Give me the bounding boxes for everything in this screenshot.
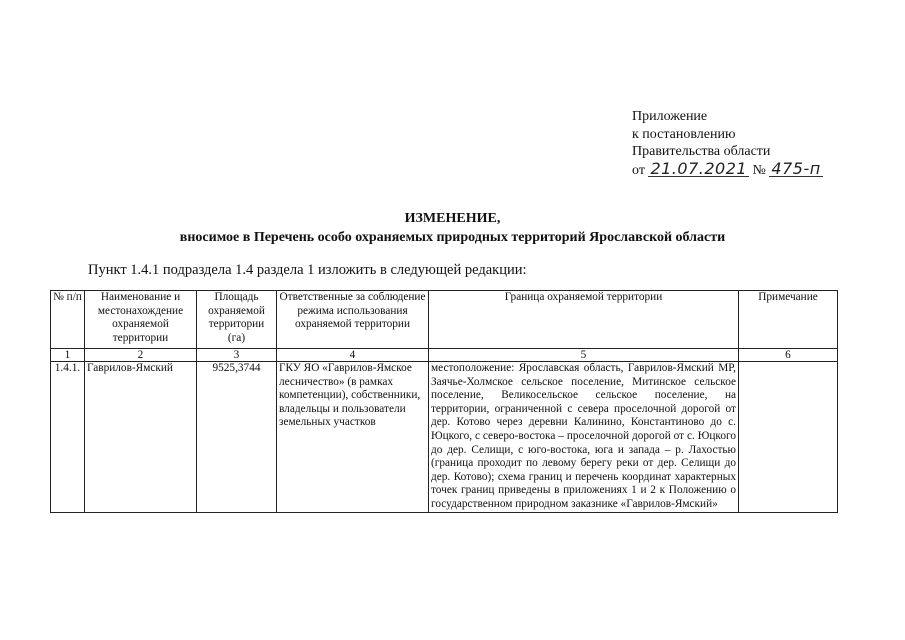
cell-responsible: ГКУ ЯО «Гаврилов-Ямское лесничество» (в рамках компетенции), собственники, владельцы и пользователи земельных участков bbox=[277, 362, 429, 513]
header-border: Граница охраняемой территории bbox=[429, 291, 739, 349]
handwritten-number: 475-п bbox=[771, 158, 821, 178]
header-name: Наименование и местонахождение охраняемой территории bbox=[85, 291, 197, 349]
header-num: № п/п bbox=[51, 291, 85, 349]
appendix-block bbox=[632, 108, 823, 179]
cell-border: местоположение: Ярославская область, Гаврилов-Ямский МР, Заячье-Холмское сельское поселение, Митинское сельское поселение, Великосельское сельское поселение, на территории, ограниченной с севера проселочной дорогой от дер. Котово через деревни Калинино, Константиново до с. Юцкого, с северо-востока – проселочной дорогой от с. Юцкого до дер. Селищи, с юго-востока, юга и запада – р. Лахостью (граница проходит по левому берегу реки от дер. Селищи до дер. Котово); схема границ и перечень координат характерных точек границ приведены в приложениях 1 и 2 к Положению о государственном природном заказнике «Гаврилов-Ямский» bbox=[429, 362, 739, 513]
number-prefix: № bbox=[752, 162, 766, 178]
appendix-line-1: Приложение bbox=[632, 109, 708, 124]
document-title: ИЗМЕНЕНИЕ, bbox=[404, 211, 501, 226]
column-number: 1 bbox=[51, 349, 85, 362]
header-responsible: Ответственные за соблюдение режима использования охраняемой территории bbox=[277, 291, 429, 349]
cell-area: 9525,3744 bbox=[197, 362, 277, 513]
date-prefix: от bbox=[632, 162, 645, 178]
appendix-line-3: Правительства области bbox=[632, 144, 771, 159]
column-number: 4 bbox=[277, 349, 429, 362]
column-number: 3 bbox=[197, 349, 277, 362]
column-number: 6 bbox=[739, 349, 838, 362]
column-number: 5 bbox=[429, 349, 739, 362]
cell-note bbox=[739, 362, 838, 513]
header-note: Примечание bbox=[739, 291, 838, 349]
cell-name: Гаврилов-Ямский bbox=[85, 362, 197, 513]
protected-areas-table bbox=[50, 290, 838, 513]
table-header-row bbox=[51, 291, 838, 349]
intro-paragraph: Пункт 1.4.1 подраздела 1.4 раздела 1 изложить в следующей редакции: bbox=[88, 262, 527, 278]
column-number: 2 bbox=[85, 349, 197, 362]
header-area: Площадь охраняемой территории (га) bbox=[197, 291, 277, 349]
handwritten-date: 21.07.2021 bbox=[650, 158, 748, 178]
cell-num: 1.4.1. bbox=[51, 362, 85, 513]
table-row bbox=[51, 362, 838, 513]
document-subtitle: вносимое в Перечень особо охраняемых природных территорий Ярославской области bbox=[179, 230, 726, 245]
appendix-date-line bbox=[632, 158, 823, 180]
table-column-numbers-row bbox=[51, 349, 838, 362]
appendix-line-2: к постановлению bbox=[632, 126, 736, 142]
